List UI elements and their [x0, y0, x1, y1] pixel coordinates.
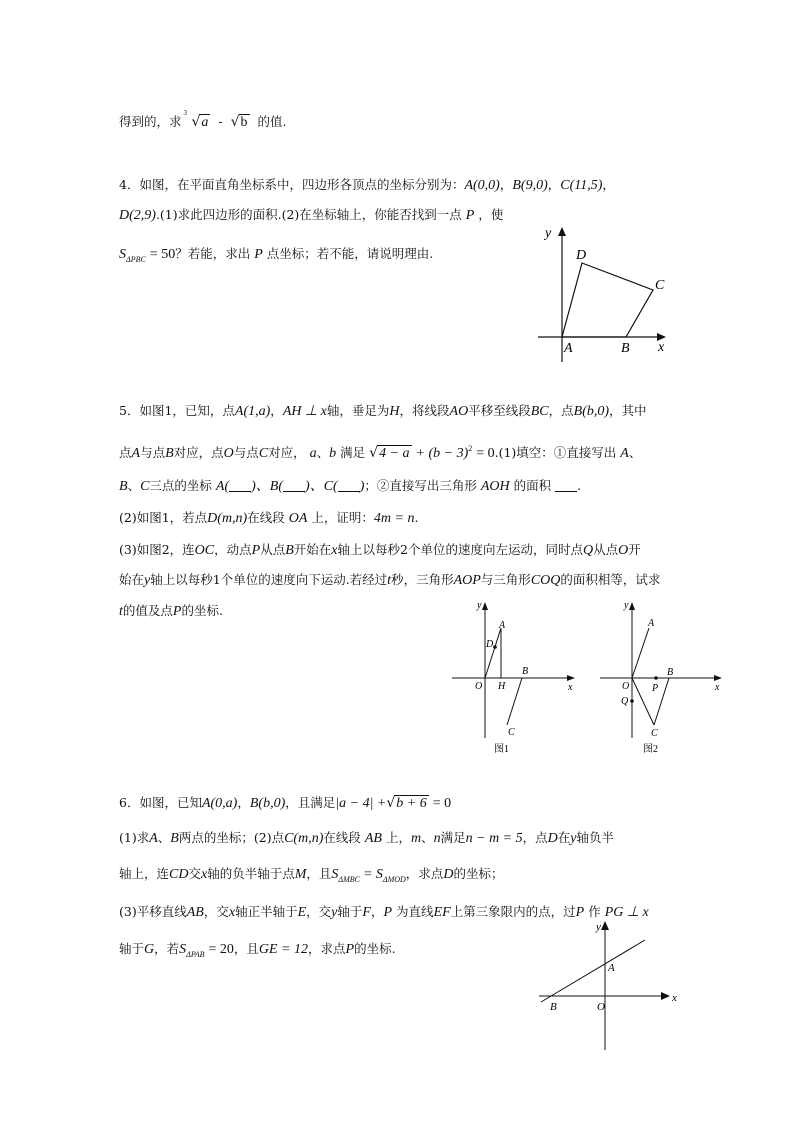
fig1-label-A: A: [499, 620, 506, 631]
q5-line-2: 点A与点B对应，点O与点C对应， a、b 满足 $√4 - a + (b - 3)^2 = 0.(1)$填空：①直接写出 A、: [119, 444, 642, 461]
q5-line-7: t的值及点P的坐标.: [119, 603, 223, 619]
fig1-segment-OA: [485, 628, 501, 678]
blank-A[interactable]: [229, 479, 251, 492]
q6-y-arrow: [601, 921, 609, 930]
fig2-segment-OC: [632, 678, 654, 725]
fig2-label-y: y: [624, 600, 629, 611]
q6-line-1: 6．如图，已知A(0,a)，B(b,0)，且满足|a − 4| +√b + 6 = 0: [119, 795, 452, 811]
q4-quadrilateral: [562, 263, 653, 337]
q6-line-3: 轴上，连CD交x轴的负半轴于点M，且$S_{\Delta MBC} = S_{\Delta MOD}$，求点D的坐标；: [119, 866, 504, 884]
q6-label-B: B: [550, 1001, 557, 1013]
fig1-caption: 图1: [494, 744, 509, 755]
q4-label-y: y: [545, 226, 552, 241]
fig1-label-O: O: [475, 681, 483, 692]
fig2-label-B: B: [667, 667, 674, 678]
q5-line-4: (2)如图1，若点D(m,n)在线段 OA 上，证明：4m = n.: [119, 510, 419, 526]
fig1-label-H: H: [498, 681, 506, 692]
fig1-label-D: D: [486, 639, 494, 650]
fig2-point-P: [654, 676, 658, 680]
q6-label-y: y: [596, 921, 601, 933]
q4-line-1: 4．如图，在平面直角坐标系中，四边形各顶点的坐标分别为：A(0,0)，B(9,0)，C(11,5)，: [119, 177, 615, 193]
q6-line-4: (3)平移直线AB，交x轴正半轴于E，交y轴于F，P 为直线EF上第三象限内的点，过P 作 PG ⊥ x: [119, 904, 649, 920]
q6-label-A: A: [608, 962, 615, 974]
q5-figure-1: [448, 598, 583, 758]
fig2-x-arrow: [714, 675, 722, 681]
q6-line-5: 轴于G，若$S_{\Delta PAB} = 20$，且GE = 12，求点P的坐标.: [119, 941, 396, 959]
blank-B[interactable]: [283, 479, 305, 492]
q6-line-2: (1)求A、B两点的坐标；(2)点C(m,n)在线段 AB 上，m、n满足n − m = 5，点D在y轴负半: [119, 830, 615, 846]
fig2-label-Q: Q: [621, 696, 629, 707]
q5-line-5: (3)如图2，连OC，动点P从点B开始在x轴上以每秒2个单位的速度向左运动，同时点Q从点O开: [119, 542, 641, 558]
q6-x-arrow: [661, 992, 670, 1000]
fig2-point-Q: [630, 699, 634, 703]
q3-tail-line: 得到的，求 3 √a - √b 的值.: [119, 109, 287, 130]
q4-label-B: B: [621, 341, 630, 356]
fig2-label-C: C: [651, 728, 658, 739]
q4-label-A: A: [564, 341, 573, 356]
fig1-label-x: x: [568, 682, 573, 693]
fig2-segment-OA: [632, 628, 649, 678]
q5-figure-2: [596, 598, 731, 758]
blank-C[interactable]: [338, 479, 360, 492]
q5-line-1: 5．如图1，已知，点A(1,a)，AH ⊥ x轴，垂足为H，将线段AO平移至线段BC，点B(b,0)，其中: [119, 403, 647, 419]
fig2-label-A: A: [648, 618, 655, 629]
q4-label-D: D: [576, 248, 587, 263]
fig1-x-arrow: [567, 675, 575, 681]
fig2-label-x: x: [715, 682, 720, 693]
fig1-label-B: B: [522, 666, 529, 677]
fig1-label-C: C: [508, 727, 515, 738]
q4-y-arrow: [558, 227, 566, 236]
q5-line-6: 始在y轴上以每秒1个单位的速度向下运动.若经过t秒，三角形AOP与三角形COQ的面积相等，试求: [119, 572, 661, 588]
blank-area[interactable]: [555, 479, 577, 492]
q4-line-2: D(2,9).(1)求此四边形的面积.(2)在坐标轴上，你能否找到一点 P ，使: [119, 207, 504, 223]
q6-label-x: x: [672, 992, 677, 1004]
q6-line-AB: [541, 940, 645, 1002]
fig2-y-arrow: [629, 602, 635, 610]
q4-figure: [530, 222, 680, 372]
fig1-point-D: [493, 645, 497, 649]
q5-line-3: B、C三点的坐标 A( )、B( )、C( )；②直接写出三角形 AOH 的面积 .: [119, 478, 582, 494]
q4-label-x: x: [658, 340, 665, 355]
fig2-caption: 图2: [643, 744, 658, 755]
fig2-label-P: P: [652, 683, 659, 694]
fig1-y-arrow: [482, 602, 488, 610]
fig2-label-O: O: [622, 681, 630, 692]
fig1-segment-BC: [507, 678, 522, 725]
fig1-label-y: y: [477, 600, 482, 611]
q6-label-O: O: [597, 1001, 605, 1013]
q4-line-3: $S_{\Delta PBC} = 50$？若能，求出 P 点坐标；若不能，请说明理由.: [119, 246, 434, 264]
q4-label-C: C: [655, 278, 665, 293]
q6-figure: [533, 918, 683, 1058]
